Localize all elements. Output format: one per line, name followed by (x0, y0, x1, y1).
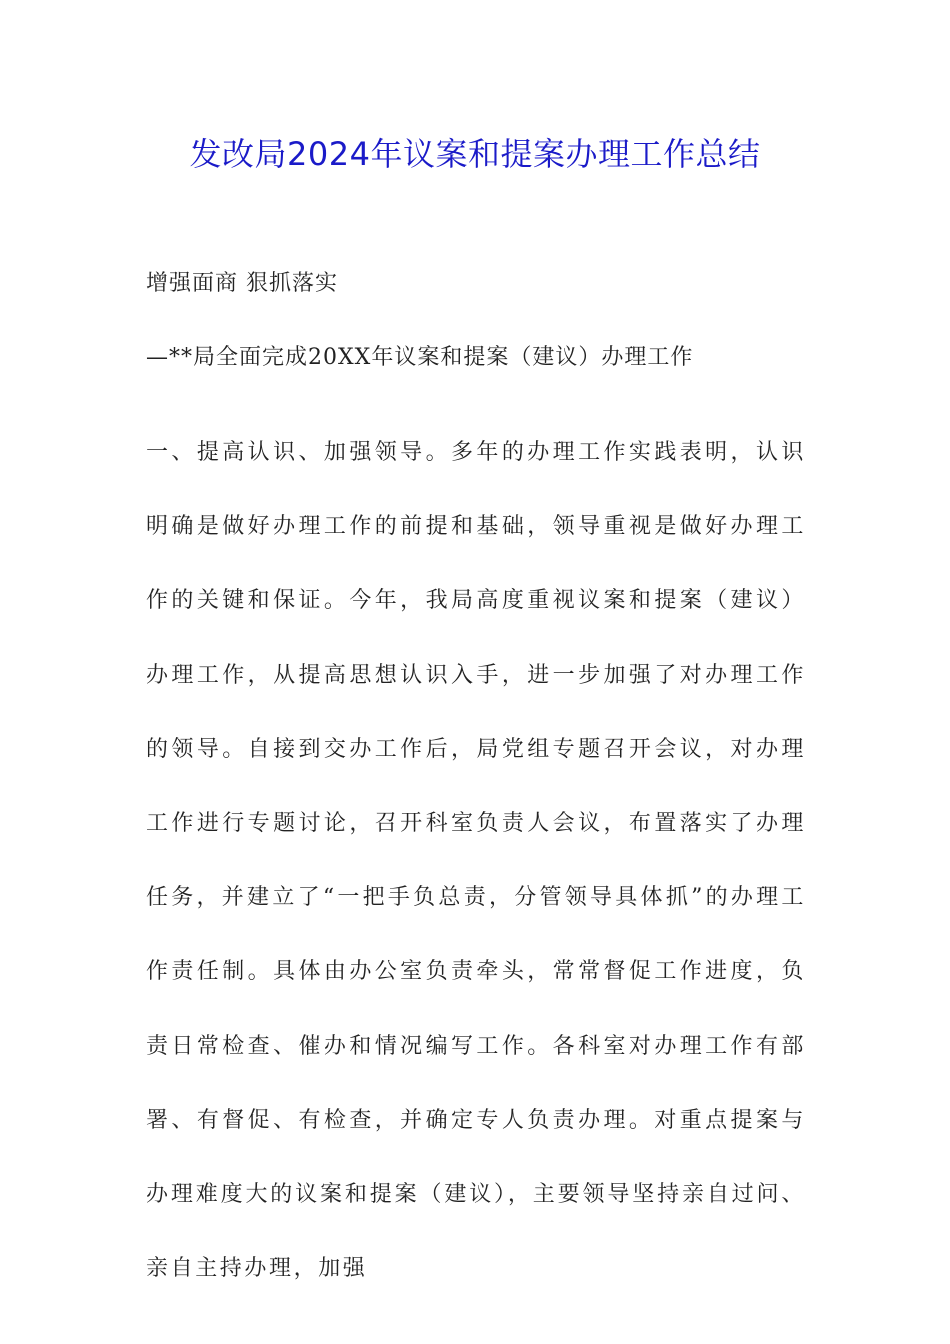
body-paragraph: 一、提高认识、加强领导。多年的办理工作实践表明，认识明确是做好办理工作的前提和基础，领导重视是做好办理工作的关键和保证。今年，我局高度重视议案和提案（建议）办理工作，从提高思想认识入手，进一步加强了对办理工作的领导。自接到交办工作后，局党组专题召开会议，对办理工作进行专题讨论，召开科室负责人会议，布置落实了办理任务，并建立了“一把手负总责，分管领导具体抓”的办理工作责任制。具体由办公室负责牵头，常常督促工作进度，负责日常检查、催办和情况编写工作。各科室对办理工作有部署、有督促、有检查，并确定专人负责办理。对重点提案与办理难度大的议案和提案（建议），主要领导坚持亲自过问、亲自主持办理，加强 (146, 440, 806, 1282)
document-title: 发改局2024年议案和提案办理工作总结 (189, 135, 761, 173)
subtitle-slogan: 增强面商 狠抓落实 (146, 271, 338, 296)
subtitle-description: —**局全面完成20XX年议案和提案（建议）办理工作 (146, 345, 694, 370)
